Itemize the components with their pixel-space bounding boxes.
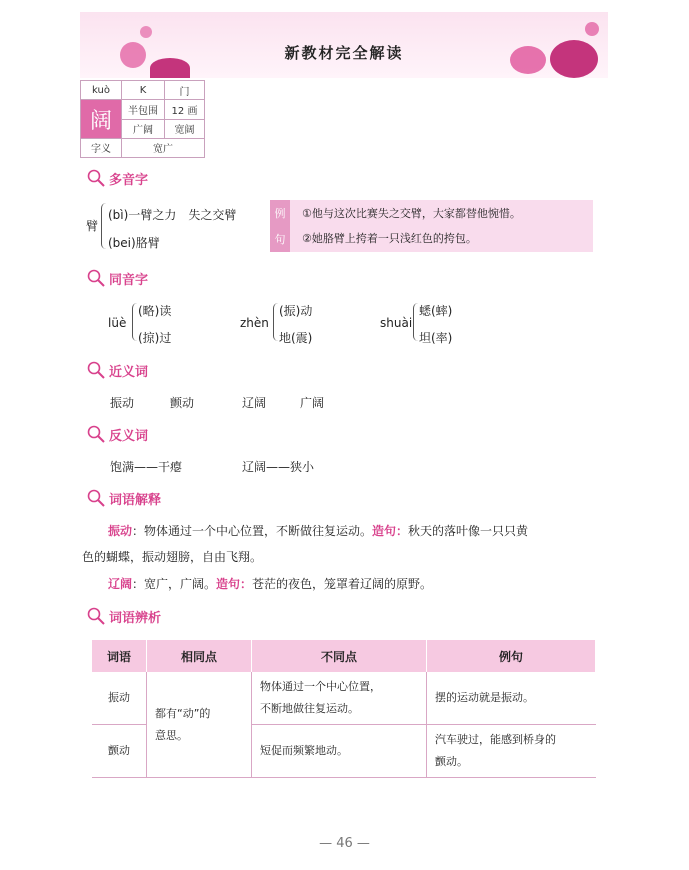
section-heading-homophone bbox=[86, 268, 148, 288]
explain-line-1 bbox=[108, 522, 528, 539]
same-cell bbox=[147, 672, 252, 778]
synonym-word: 辽阔 bbox=[242, 396, 267, 410]
comparison-table bbox=[92, 640, 596, 778]
page-number: — 46 — bbox=[319, 836, 370, 851]
explain-line-3 bbox=[108, 575, 432, 592]
homophone-pinyin-1: lüè bbox=[108, 316, 127, 330]
example: 秋天的落叶像一只只黄 bbox=[408, 524, 529, 538]
section-title: 反义词 bbox=[109, 428, 149, 444]
synonym-word: 振动 bbox=[110, 396, 135, 410]
example-sentence-2: ②她胳臂上挎着一只浅红色的挎包。 bbox=[302, 232, 477, 245]
column-header: 不同点 bbox=[252, 640, 427, 672]
reading-2: (bei)胳臂 bbox=[108, 236, 160, 250]
magnifier-icon bbox=[86, 424, 106, 444]
magnifier-icon bbox=[86, 360, 106, 380]
example-sentence-1: ①他与这次比赛失之交臂，大家都替他惋惜。 bbox=[302, 207, 521, 220]
character-card bbox=[80, 80, 205, 158]
example: 苍茫的夜色，笼罩着辽阔的原野。 bbox=[252, 577, 433, 591]
column-header: 相同点 bbox=[147, 640, 252, 672]
same-line: 意思。 bbox=[155, 728, 188, 742]
header-banner bbox=[80, 12, 608, 78]
column-header: 例句 bbox=[427, 640, 596, 672]
magnifier-icon bbox=[86, 168, 106, 188]
example-line: 汽车驶过，能感到桥身的 bbox=[435, 733, 556, 746]
main-character: 阔 bbox=[81, 100, 122, 139]
homophone-word: (略)读 bbox=[138, 304, 172, 318]
explain-line-2: 色的蝴蝶，振动翅膀，自由飞翔。 bbox=[82, 550, 263, 564]
example-cell: 摆的运动就是振动。 bbox=[427, 672, 596, 725]
polyphone-char: 臂 bbox=[86, 219, 99, 233]
example-label: 造句： bbox=[216, 577, 253, 591]
word-cell: 颤动 bbox=[92, 725, 147, 778]
synonym-word: 颤动 bbox=[170, 396, 195, 410]
synonym-word: 广阔 bbox=[300, 396, 325, 410]
example-label: 造句： bbox=[372, 524, 409, 538]
magnifier-icon bbox=[86, 606, 106, 626]
radical-letter: K bbox=[122, 81, 165, 100]
word-2: 宽阔 bbox=[165, 119, 205, 138]
section-heading-explain bbox=[86, 488, 161, 508]
section-heading-analysis bbox=[86, 606, 161, 626]
section-heading-antonyms bbox=[86, 424, 148, 444]
table-row bbox=[92, 672, 596, 725]
term: 振动 bbox=[108, 524, 133, 538]
homophone-pinyin-2: zhèn bbox=[240, 316, 269, 330]
homophone-pinyin-3: shuài bbox=[380, 316, 413, 330]
diff-cell: 短促而频繁地动。 bbox=[252, 725, 427, 778]
meaning: 宽广 bbox=[122, 138, 205, 157]
homophone-word: 坦(率) bbox=[419, 331, 453, 345]
header-title: 新教材完全解读 bbox=[284, 44, 404, 62]
column-header: 词语 bbox=[92, 640, 147, 672]
term: 辽阔 bbox=[108, 577, 133, 591]
diff-line: 不断地做往复运动。 bbox=[260, 702, 359, 715]
diff-line: 物体通过一个中心位置， bbox=[260, 680, 381, 693]
example-label bbox=[270, 200, 290, 252]
example-label-1: 例 bbox=[274, 207, 286, 220]
structure: 半包围 bbox=[122, 100, 165, 119]
homophone-word: (掠)过 bbox=[138, 331, 172, 345]
brace bbox=[273, 303, 278, 341]
example-line: 颤动。 bbox=[435, 755, 468, 768]
example-cell bbox=[427, 725, 596, 778]
homophone-word: (振)动 bbox=[279, 304, 313, 318]
word-1: 广阔 bbox=[122, 119, 165, 138]
brace bbox=[132, 303, 137, 341]
section-title: 词语解释 bbox=[109, 492, 162, 508]
table-header-row bbox=[92, 640, 596, 672]
definition: ：物体通过一个中心位置，不断做往复运动。 bbox=[132, 524, 373, 538]
flower-decoration bbox=[140, 26, 152, 38]
section-title: 多音字 bbox=[109, 172, 149, 188]
diff-cell bbox=[252, 672, 427, 725]
word-cell: 振动 bbox=[92, 672, 147, 725]
stroke-count: 12 画 bbox=[165, 100, 205, 119]
definition: ：宽广，广阔。 bbox=[132, 577, 217, 591]
homophone-word: 蟋(蟀) bbox=[419, 304, 453, 318]
section-heading-synonyms bbox=[86, 360, 148, 380]
section-title: 词语辨析 bbox=[109, 610, 162, 626]
antonym-pair: 辽阔——狭小 bbox=[242, 460, 315, 474]
same-line: 都有“动”的 bbox=[155, 706, 211, 720]
homophone-word: 地(震) bbox=[279, 331, 313, 345]
section-title: 近义词 bbox=[109, 364, 149, 380]
flower-decoration bbox=[585, 22, 599, 36]
antonym-pair: 饱满——干瘪 bbox=[110, 460, 183, 474]
section-heading-polyphone bbox=[86, 168, 148, 188]
brace bbox=[101, 203, 106, 249]
radical: 门 bbox=[165, 81, 205, 100]
meaning-label: 字义 bbox=[81, 138, 122, 157]
pinyin: kuò bbox=[81, 81, 122, 100]
example-label-2: 句 bbox=[274, 233, 286, 246]
reading-1: (bì)一臂之力 失之交臂 bbox=[108, 208, 237, 222]
magnifier-icon bbox=[86, 268, 106, 288]
section-title: 同音字 bbox=[109, 272, 149, 288]
magnifier-icon bbox=[86, 488, 106, 508]
brace bbox=[413, 303, 418, 341]
